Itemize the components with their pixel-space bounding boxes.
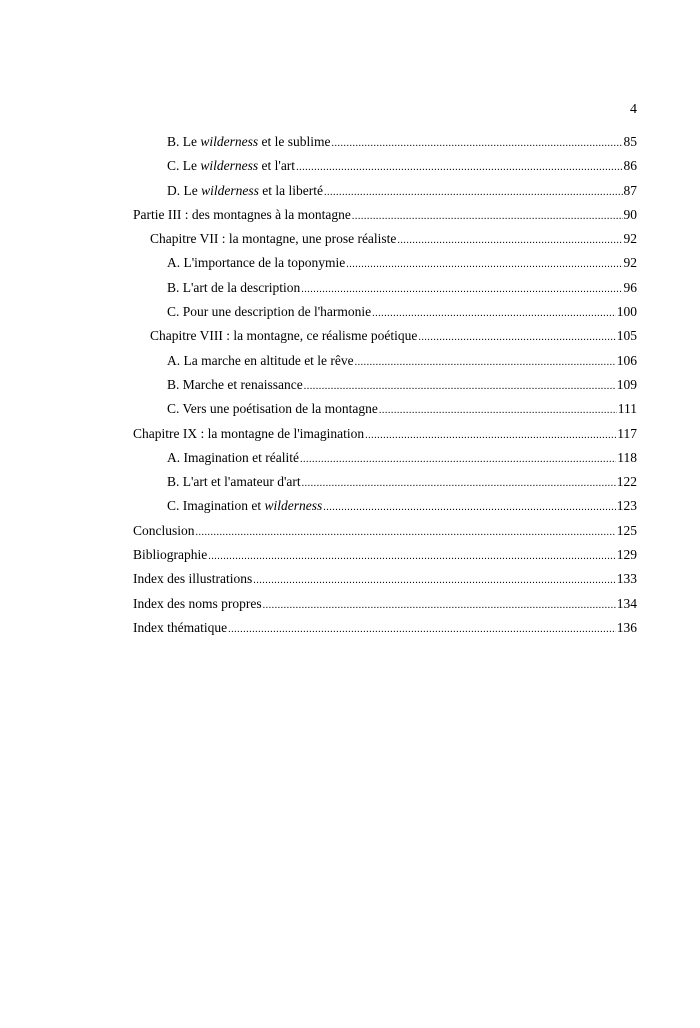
toc-entry-title bbox=[133, 570, 252, 588]
toc-dot-leader bbox=[379, 402, 617, 420]
toc-dot-leader bbox=[418, 329, 615, 347]
toc-entry-title-segment: Chapitre VII : la montagne, une prose réaliste bbox=[150, 231, 397, 247]
toc-entry[interactable] bbox=[133, 206, 637, 230]
toc-dot-leader bbox=[196, 524, 616, 542]
toc-entry-page: 117 bbox=[617, 425, 637, 441]
toc-dot-leader bbox=[263, 597, 616, 615]
toc-entry-title-segment: wilderness bbox=[201, 182, 259, 198]
toc-entry-page: 90 bbox=[623, 206, 637, 222]
toc-dot-leader bbox=[352, 208, 623, 226]
toc-entry-page: 122 bbox=[616, 474, 637, 490]
toc-entry-title bbox=[150, 327, 417, 345]
toc-entry[interactable] bbox=[133, 497, 637, 521]
toc-dot-leader bbox=[208, 548, 616, 566]
toc-entry[interactable] bbox=[133, 327, 637, 351]
toc-entry[interactable] bbox=[133, 279, 637, 303]
toc-entry-title-segment: Index thématique bbox=[133, 619, 228, 635]
table-of-contents bbox=[133, 133, 637, 643]
toc-entry-title bbox=[167, 303, 371, 321]
toc-entry-title bbox=[167, 133, 331, 151]
toc-entry-title bbox=[167, 449, 299, 467]
toc-entry-page: 134 bbox=[616, 595, 637, 611]
toc-dot-leader bbox=[304, 378, 616, 396]
toc-entry-page: 105 bbox=[616, 328, 637, 344]
toc-entry-title-segment: A. La marche en altitude et le rêve bbox=[167, 352, 354, 368]
toc-entry-page: 125 bbox=[616, 522, 637, 538]
toc-entry-title bbox=[133, 546, 207, 564]
toc-entry-title bbox=[167, 376, 303, 394]
toc-entry-title-segment: B. Marche et renaissance bbox=[167, 376, 303, 392]
toc-entry-title-segment: C. Imagination et bbox=[167, 498, 265, 514]
toc-dot-leader bbox=[346, 256, 622, 274]
toc-entry-page: 87 bbox=[623, 182, 637, 198]
toc-entry-page: 92 bbox=[623, 231, 637, 247]
toc-dot-leader bbox=[302, 475, 616, 493]
toc-dot-leader bbox=[397, 232, 622, 250]
toc-entry-page: 136 bbox=[616, 619, 637, 635]
toc-entry[interactable] bbox=[133, 254, 637, 278]
toc-entry-title-segment: et l'art bbox=[258, 158, 296, 174]
toc-entry[interactable] bbox=[133, 352, 637, 376]
toc-dot-leader bbox=[332, 135, 623, 153]
toc-entry[interactable] bbox=[133, 303, 637, 327]
toc-entry[interactable] bbox=[133, 133, 637, 157]
toc-entry-page: 100 bbox=[616, 304, 637, 320]
toc-entry-page: 86 bbox=[623, 158, 637, 174]
toc-dot-leader bbox=[323, 499, 616, 517]
toc-entry-title bbox=[167, 157, 295, 175]
toc-entry-title bbox=[133, 522, 195, 540]
toc-entry-page: 106 bbox=[616, 352, 637, 368]
toc-entry[interactable] bbox=[133, 230, 637, 254]
toc-entry-title-segment: Chapitre IX : la montagne de l'imagination bbox=[133, 425, 365, 441]
page-number: 4 bbox=[630, 102, 637, 117]
toc-entry-title bbox=[167, 400, 378, 418]
toc-entry-title bbox=[133, 595, 262, 613]
toc-dot-leader bbox=[300, 451, 616, 469]
toc-entry-title bbox=[167, 254, 345, 272]
toc-entry[interactable] bbox=[133, 619, 637, 643]
toc-entry-title bbox=[133, 619, 227, 637]
toc-entry-title-segment: wilderness bbox=[200, 134, 259, 149]
toc-entry-page: 85 bbox=[623, 134, 637, 149]
toc-entry-title-segment: Index des noms propres bbox=[133, 595, 262, 611]
toc-dot-leader bbox=[355, 354, 616, 372]
toc-entry-title-segment: D. Le bbox=[167, 182, 202, 198]
toc-entry-page: 111 bbox=[617, 401, 637, 417]
toc-dot-leader bbox=[228, 621, 616, 639]
toc-entry[interactable] bbox=[133, 595, 637, 619]
toc-entry-title-segment: C. Pour une description de l'harmonie bbox=[167, 304, 372, 320]
toc-entry[interactable] bbox=[133, 376, 637, 400]
toc-entry-title-segment: et le sublime bbox=[258, 134, 331, 149]
toc-entry-title-segment: B. L'art et l'amateur d'art bbox=[167, 474, 301, 490]
toc-entry-title-segment: Conclusion bbox=[133, 522, 195, 538]
toc-dot-leader bbox=[301, 281, 622, 299]
toc-dot-leader bbox=[296, 159, 622, 177]
toc-entry-title bbox=[167, 279, 300, 297]
toc-entry[interactable] bbox=[133, 473, 637, 497]
toc-dot-leader bbox=[372, 305, 616, 323]
toc-entry-page: 123 bbox=[616, 498, 637, 514]
toc-entry-title-segment: et la liberté bbox=[258, 182, 323, 198]
toc-entry-title bbox=[167, 352, 354, 370]
toc-entry-title-segment: Index des illustrations bbox=[133, 571, 253, 587]
toc-dot-leader bbox=[253, 572, 616, 590]
toc-entry-title-segment: A. L'importance de la toponymie bbox=[167, 255, 346, 271]
toc-entry[interactable] bbox=[133, 400, 637, 424]
toc-entry-page: 109 bbox=[616, 376, 637, 392]
toc-entry-page: 129 bbox=[616, 547, 637, 563]
toc-dot-leader bbox=[324, 184, 623, 202]
toc-entry-title-segment: B. Le bbox=[167, 134, 201, 149]
toc-entry-page: 92 bbox=[623, 255, 637, 271]
toc-entry[interactable] bbox=[133, 425, 637, 449]
toc-entry-title-segment: wilderness bbox=[264, 498, 323, 514]
toc-entry[interactable] bbox=[133, 449, 637, 473]
toc-entry-page: 133 bbox=[616, 571, 637, 587]
toc-entry-title bbox=[150, 230, 396, 248]
toc-entry[interactable] bbox=[133, 182, 637, 206]
toc-entry-title bbox=[167, 473, 301, 491]
toc-entry-title-segment: Partie III : des montagnes à la montagne bbox=[133, 206, 351, 222]
toc-entry-title bbox=[167, 497, 322, 515]
toc-entry-title-segment: A. Imagination et réalité bbox=[167, 449, 299, 465]
toc-entry-page: 118 bbox=[617, 449, 637, 465]
toc-entry[interactable] bbox=[133, 522, 637, 546]
toc-entry-title-segment: B. L'art de la description bbox=[167, 279, 301, 295]
toc-entry-title bbox=[133, 425, 364, 443]
toc-entry[interactable] bbox=[133, 546, 637, 570]
toc-entry-page: 96 bbox=[623, 279, 637, 295]
toc-entry-title-segment: wilderness bbox=[200, 158, 259, 174]
toc-entry[interactable] bbox=[133, 570, 637, 594]
toc-entry-title bbox=[167, 182, 323, 200]
toc-entry[interactable] bbox=[133, 157, 637, 181]
toc-entry-title bbox=[133, 206, 351, 224]
toc-dot-leader bbox=[365, 427, 616, 445]
toc-entry-title-segment: C. Vers une poétisation de la montagne bbox=[167, 401, 378, 417]
toc-entry-title-segment: Bibliographie bbox=[133, 547, 208, 563]
toc-entry-title-segment: C. Le bbox=[167, 158, 201, 174]
toc-entry-title-segment: Chapitre VIII : la montagne, ce réalisme poétique bbox=[150, 328, 418, 344]
